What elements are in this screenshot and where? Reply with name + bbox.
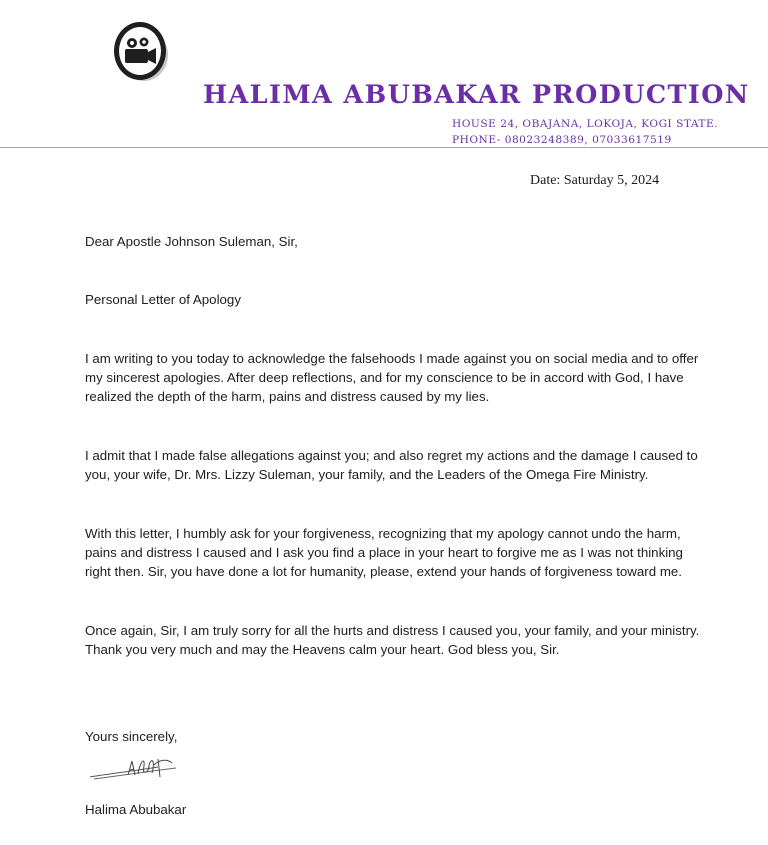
header-divider	[0, 147, 768, 148]
letter-date: Date: Saturday 5, 2024	[530, 173, 660, 188]
company-name: HALIMA ABUBAKAR PRODUCTION	[203, 80, 750, 110]
closing: Yours sincerely,	[85, 729, 178, 744]
paragraph-4: Once again, Sir, I am truly sorry for all the hurts and distress I caused you, your family, and your ministry. Thank you very much and may the Heavens calm your heart. God bless you, Sir.	[85, 623, 700, 657]
letter-subject: Personal Letter of Apology	[85, 292, 241, 307]
paragraph-3: With this letter, I humbly ask for your forgiveness, recognizing that my apology cannot undo the harm, pains and distress I caused and I ask you find a place in your heart to forgive me as I was not thinking right then. Sir, you have done a lot for humanity, please, extend your hands of forgiveness toward me.	[85, 526, 683, 579]
video-camera-icon	[110, 17, 170, 83]
letterhead-contact	[452, 116, 718, 148]
salutation: Dear Apostle Johnson Suleman, Sir,	[85, 234, 298, 249]
signature	[88, 753, 188, 787]
paragraph-2: I admit that I made false allegations against you; and also regret my actions and the damage I caused to you, your wife, Dr. Mrs. Lizzy Suleman, your family, and the Leaders of the Omega Fire Ministry.	[85, 448, 698, 482]
signer-name: Halima Abubakar	[85, 802, 187, 817]
paragraph-1: I am writing to you today to acknowledge the falsehoods I made against you on social media and to offer my sincerest apologies. After deep reflections, and for my conscience to be in accord with God, I have realized the depth of the harm, pains and distress caused by my lies.	[85, 351, 699, 404]
company-address: HOUSE 24, OBAJANA, LOKOJA, KOGI STATE.	[452, 118, 719, 130]
company-phone: PHONE- 08023248389, 07033617519	[452, 134, 672, 146]
